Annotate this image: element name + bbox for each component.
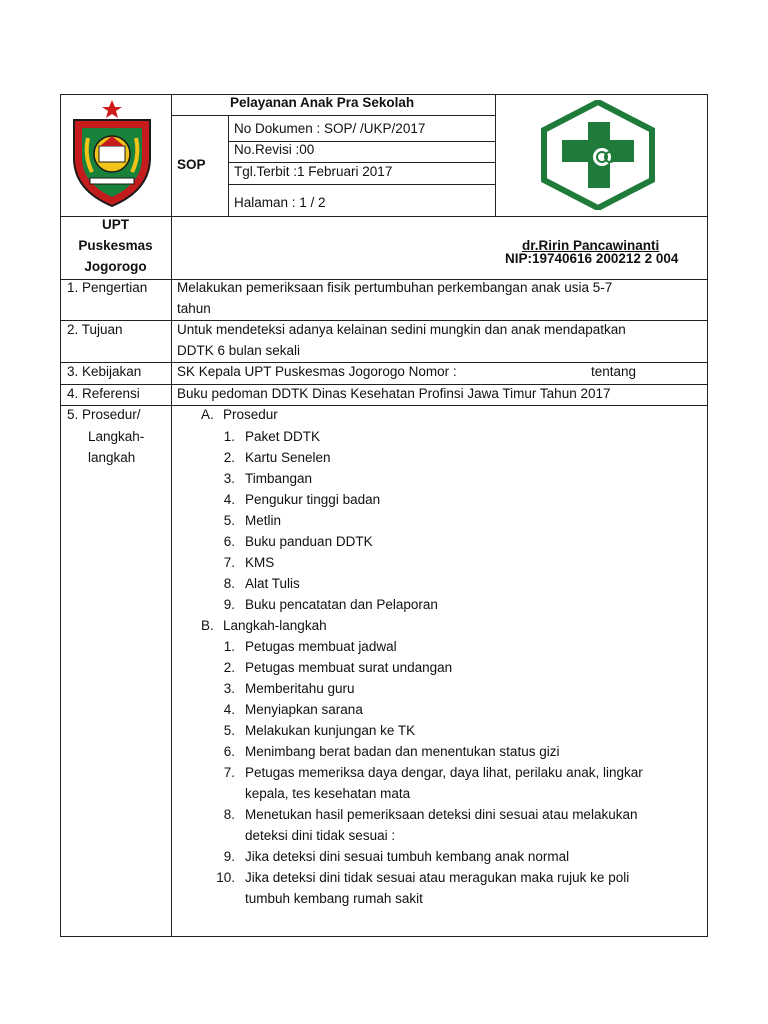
alat-item-number: 8. (223, 576, 235, 591)
pengertian-text-1: Melakukan pemeriksaan fisik pertumbuhan perkembangan anak usia 5-7 (177, 280, 613, 295)
langkah-item-text-cont: kepala, tes kesehatan mata (245, 786, 411, 801)
alat-item-text: Buku pencatatan dan Pelaporan (245, 597, 438, 612)
section-a-title: Prosedur (223, 407, 278, 422)
langkah-item-text: Menyiapkan sarana (245, 702, 363, 717)
row-label-tujuan: 2. Tujuan (67, 322, 123, 337)
section-b-title: Langkah-langkah (223, 618, 327, 633)
alat-item-number: 6. (223, 534, 235, 549)
alat-item-text: Timbangan (245, 471, 313, 486)
langkah-item-text: Jika deteksi dini tidak sesuai atau meragukan maka rujuk ke poli (245, 870, 630, 885)
langkah-item-text: Menimbang berat badan dan menentukan status gizi (245, 744, 560, 759)
org-name-line3: Jogorogo (84, 259, 147, 274)
no-revisi: No.Revisi :00 (234, 142, 315, 157)
langkah-item-number: 8. (223, 807, 235, 822)
langkah-item-text: Petugas memeriksa daya dengar, daya lihat, perilaku anak, lingkar (245, 765, 643, 780)
langkah-item-number: 9. (223, 849, 235, 864)
pengertian-text-2: tahun (177, 301, 211, 316)
alat-item-text: Alat Tulis (245, 576, 300, 591)
alat-item-text: Kartu Senelen (245, 450, 331, 465)
alat-item-text: Pengukur tinggi badan (245, 492, 381, 507)
langkah-item-number: 2. (223, 660, 235, 675)
alat-item-number: 1. (223, 429, 235, 444)
langkah-item-number: 6. (223, 744, 235, 759)
row-label-prosedur-2: Langkah- (88, 429, 145, 444)
langkah-item-text: Petugas membuat jadwal (245, 639, 397, 654)
alat-item-number: 5. (223, 513, 235, 528)
alat-item-number: 7. (223, 555, 235, 570)
langkah-item-number: 1. (223, 639, 235, 654)
alat-item-text: Paket DDTK (245, 429, 321, 444)
row-label-pengertian: 1. Pengertian (67, 280, 148, 295)
puskesmas-cross-icon (540, 100, 656, 210)
langkah-item-text: Memberitahu guru (245, 681, 355, 696)
alat-item-number: 9. (223, 597, 235, 612)
alat-item-number: 3. (223, 471, 235, 486)
alat-item-text: Metlin (245, 513, 282, 528)
regency-crest-icon (66, 98, 162, 210)
langkah-item-number: 3. (223, 681, 235, 696)
langkah-item-text: Jika deteksi dini sesuai tumbuh kembang anak normal (245, 849, 570, 864)
tgl-terbit: Tgl.Terbit :1 Februari 2017 (234, 164, 393, 179)
org-name-line1: UPT (102, 217, 129, 232)
org-name-line2: Puskesmas (78, 238, 153, 253)
row-label-prosedur-1: 5. Prosedur/ (67, 407, 141, 422)
row-label-prosedur-3: langkah (88, 450, 136, 465)
tujuan-text-1: Untuk mendeteksi adanya kelainan sedini mungkin dan anak mendapatkan (177, 322, 626, 337)
row-label-referensi: 4. Referensi (67, 386, 140, 401)
alat-item-number: 4. (223, 492, 235, 507)
alat-item-text: Buku panduan DDTK (245, 534, 373, 549)
alat-item-number: 2. (223, 450, 235, 465)
referensi-text: Buku pedoman DDTK Dinas Kesehatan Profinsi Jawa Timur Tahun 2017 (177, 386, 611, 401)
langkah-item-number: 7. (223, 765, 235, 780)
signer-nip: NIP:19740616 200212 2 004 (505, 251, 679, 266)
langkah-item-number: 10. (216, 870, 235, 885)
kebijakan-tentang: tentang (591, 364, 637, 379)
langkah-item-text-cont: deteksi dini tidak sesuai : (245, 828, 396, 843)
alat-item-text: KMS (245, 555, 275, 570)
kebijakan-text: SK Kepala UPT Puskesmas Jogorogo Nomor : (177, 364, 457, 379)
sop-label: SOP (177, 157, 206, 172)
langkah-item-text: Menetukan hasil pemeriksaan deteksi dini sesuai atau melakukan (245, 807, 638, 822)
tujuan-text-2: DDTK 6 bulan sekali (177, 343, 301, 358)
section-a-marker: A. (201, 407, 214, 422)
signer-name: dr.Ririn Pancawinanti (522, 238, 660, 253)
langkah-item-text: Petugas membuat surat undangan (245, 660, 453, 675)
halaman: Halaman : 1 / 2 (234, 195, 326, 210)
row-label-kebijakan: 3. Kebijakan (67, 364, 142, 379)
no-dokumen: No Dokumen : SOP/ /UKP/2017 (234, 121, 426, 136)
section-b-marker: B. (201, 618, 214, 633)
langkah-item-number: 4. (223, 702, 235, 717)
langkah-item-number: 5. (223, 723, 235, 738)
langkah-item-text: Melakukan kunjungan ke TK (245, 723, 416, 738)
document-title: Pelayanan Anak Pra Sekolah (230, 95, 415, 110)
langkah-item-text-cont: tumbuh kembang rumah sakit (245, 891, 423, 906)
